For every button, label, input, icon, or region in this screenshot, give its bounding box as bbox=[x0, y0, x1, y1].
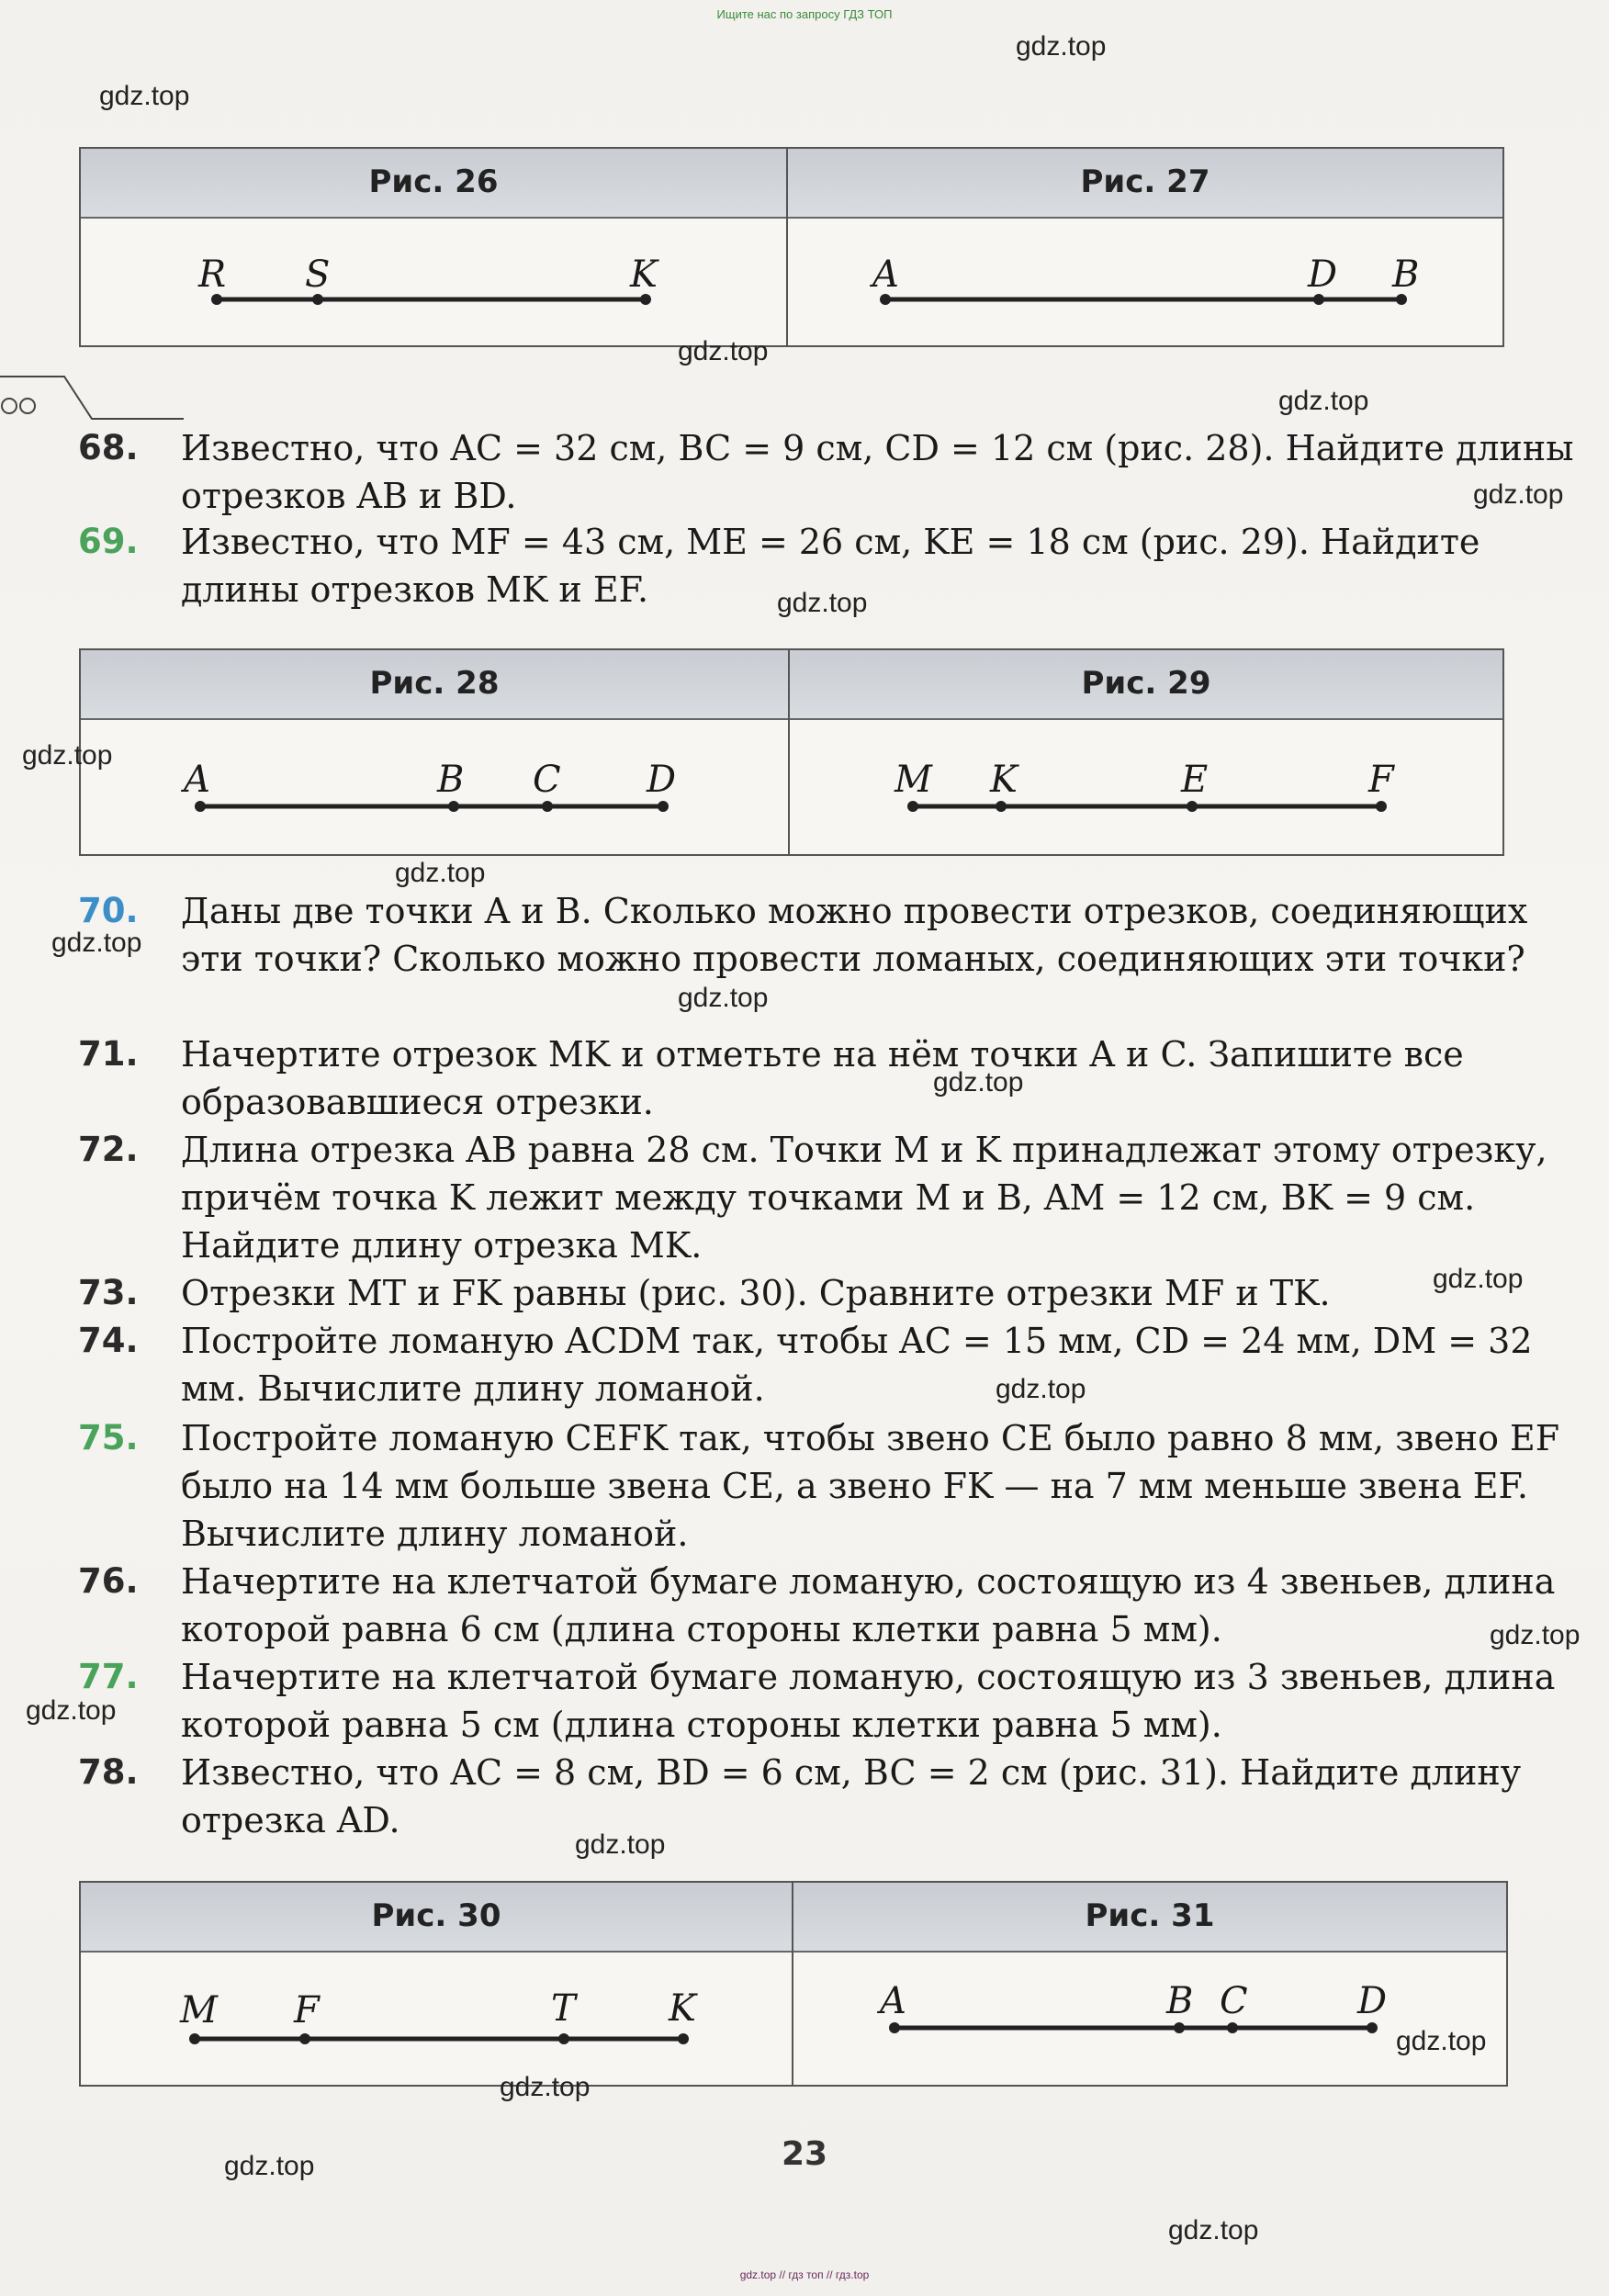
figure-26-27-drawing bbox=[81, 149, 1502, 345]
problem-number: 77. bbox=[78, 1657, 139, 1696]
top-note: Ищите нас по запросу ГДЗ ТОП bbox=[716, 7, 893, 21]
label-E: E bbox=[1181, 759, 1209, 801]
point-F bbox=[1376, 801, 1387, 812]
figure-table-30-31 bbox=[79, 1881, 1508, 2087]
bottom-note: gdz.top // гдз топ // гдз.top bbox=[739, 2268, 870, 2281]
label-K: K bbox=[990, 759, 1018, 801]
label-T: T bbox=[551, 1987, 576, 2030]
point-F bbox=[299, 2033, 310, 2044]
watermark[interactable]: gdz.top bbox=[996, 1374, 1086, 1404]
label-D: D bbox=[1308, 253, 1338, 296]
problem-text: Известно, что MF = 43 см, ME = 26 см, KE = 18 см (рис. 29). Найдите длины отрезков MK и EF. bbox=[181, 522, 1480, 610]
watermark[interactable]: gdz.top bbox=[777, 588, 868, 618]
watermark[interactable]: gdz.top bbox=[1473, 479, 1564, 510]
watermark[interactable]: gdz.top bbox=[678, 336, 769, 366]
figure-table-26-27 bbox=[79, 147, 1504, 347]
watermark[interactable]: gdz.top bbox=[395, 858, 486, 888]
point-M bbox=[189, 2033, 200, 2044]
label-B: B bbox=[1166, 1980, 1194, 2022]
point-C bbox=[1227, 2022, 1238, 2033]
problem-number: 78. bbox=[78, 1752, 139, 1792]
page-number: 23 bbox=[781, 2135, 828, 2173]
problem-text: Постройте ломаную ACDM так, чтобы AC = 15 мм, CD = 24 мм, DM = 32 мм. Вычислите длину ломаной. bbox=[181, 1321, 1533, 1409]
watermark[interactable]: gdz.top bbox=[22, 740, 113, 771]
problem-number: 68. bbox=[78, 428, 139, 467]
problem-number: 69. bbox=[78, 522, 139, 561]
problem-number: 75. bbox=[78, 1418, 139, 1458]
problem-text: Даны две точки A и B. Сколько можно провести отрезков, соединяющих эти точки? Сколько можно провести ломаных, соединяющих эти точки? bbox=[181, 891, 1528, 979]
label-R: R bbox=[198, 253, 227, 296]
problem-text: Длина отрезка AB равна 28 см. Точки M и K принадлежат этому отрезку, причём точка K лежит между точками M и B, AM = 12 см, BK = 9 см. Найдите длину отрезка MK. bbox=[181, 1130, 1547, 1266]
label-D: D bbox=[647, 759, 677, 801]
watermark[interactable]: gdz.top bbox=[500, 2072, 591, 2102]
point-M bbox=[907, 801, 918, 812]
watermark[interactable]: gdz.top bbox=[1016, 31, 1107, 62]
point-E bbox=[1187, 801, 1198, 812]
figure-30-title: Рис. 30 bbox=[371, 1897, 501, 1934]
point-B bbox=[1174, 2022, 1185, 2033]
label-B: B bbox=[1392, 253, 1420, 296]
label-A: A bbox=[184, 759, 210, 801]
watermark[interactable]: gdz.top bbox=[51, 928, 142, 958]
watermark[interactable]: gdz.top bbox=[1396, 2026, 1487, 2056]
figure-28-title: Рис. 28 bbox=[369, 665, 500, 702]
label-F: F bbox=[294, 1989, 320, 2032]
problem-text: Начертите отрезок MK и отметьте на нём точки A и C. Запишите все образовавшиеся отрезки. bbox=[181, 1034, 1464, 1122]
watermark[interactable]: gdz.top bbox=[26, 1695, 117, 1726]
figure-27-title: Рис. 27 bbox=[1080, 163, 1210, 200]
label-A: A bbox=[872, 253, 899, 296]
label-C: C bbox=[533, 759, 561, 801]
figure-28-29-drawing bbox=[81, 650, 1502, 854]
label-A: A bbox=[880, 1980, 906, 2022]
point-C bbox=[542, 801, 553, 812]
point-A bbox=[195, 801, 206, 812]
watermark[interactable]: gdz.top bbox=[1490, 1620, 1581, 1650]
watermark[interactable]: gdz.top bbox=[224, 2151, 315, 2181]
label-F: F bbox=[1368, 759, 1394, 801]
figure-30-31-drawing bbox=[81, 1883, 1506, 2085]
page-tab-decoration bbox=[0, 375, 193, 421]
point-A bbox=[889, 2022, 900, 2033]
label-M: M bbox=[180, 1989, 218, 2032]
label-M: M bbox=[895, 759, 932, 801]
figure-31-title: Рис. 31 bbox=[1085, 1897, 1215, 1934]
problem-number: 71. bbox=[78, 1034, 139, 1074]
point-K bbox=[678, 2033, 689, 2044]
problem-text: Начертите на клетчатой бумаге ломаную, состоящую из 4 звеньев, длина которой равна 6 см (длина стороны клетки равна 5 мм). bbox=[181, 1561, 1556, 1649]
label-B: B bbox=[437, 759, 465, 801]
problem-number: 72. bbox=[78, 1130, 139, 1169]
watermark[interactable]: gdz.top bbox=[1433, 1264, 1524, 1294]
label-D: D bbox=[1357, 1980, 1388, 2022]
figure-29-title: Рис. 29 bbox=[1081, 665, 1211, 702]
problem-text: Отрезки MT и FK равны (рис. 30). Сравните отрезки MF и TK. bbox=[181, 1273, 1331, 1313]
label-K: K bbox=[630, 253, 658, 296]
problem-number: 70. bbox=[78, 891, 139, 930]
problem-text: Постройте ломаную CEFK так, чтобы звено CE было равно 8 мм, звено EF было на 14 мм больше звена CE, а звено FK — на 7 мм меньше звена EF. Вычислите длину ломаной. bbox=[181, 1418, 1560, 1554]
watermark[interactable]: gdz.top bbox=[575, 1829, 666, 1860]
watermark[interactable]: gdz.top bbox=[1168, 2215, 1259, 2245]
figure-26-title: Рис. 26 bbox=[368, 163, 499, 200]
problem-number: 76. bbox=[78, 1561, 139, 1601]
problem-text: Известно, что AC = 32 см, BC = 9 см, CD = 12 см (рис. 28). Найдите длины отрезков AB и BD. bbox=[181, 428, 1574, 516]
point-T bbox=[558, 2033, 569, 2044]
watermark[interactable]: gdz.top bbox=[678, 983, 769, 1013]
watermark[interactable]: gdz.top bbox=[99, 81, 190, 111]
problem-number: 74. bbox=[78, 1321, 139, 1360]
problem-text: Начертите на клетчатой бумаге ломаную, состоящую из 3 звеньев, длина которой равна 5 см (длина стороны клетки равна 5 мм). bbox=[181, 1657, 1556, 1745]
point-D bbox=[658, 801, 669, 812]
problem-text: Известно, что AC = 8 см, BD = 6 см, BC = 2 см (рис. 31). Найдите длину отрезка AD. bbox=[181, 1752, 1522, 1840]
watermark[interactable]: gdz.top bbox=[1278, 386, 1369, 416]
label-S: S bbox=[305, 253, 331, 296]
watermark[interactable]: gdz.top bbox=[933, 1067, 1024, 1097]
point-D bbox=[1367, 2022, 1378, 2033]
problem-number: 73. bbox=[78, 1273, 139, 1312]
point-B bbox=[448, 801, 459, 812]
label-K: K bbox=[669, 1987, 696, 2030]
point-K bbox=[996, 801, 1007, 812]
label-C: C bbox=[1220, 1980, 1248, 2022]
figure-table-28-29 bbox=[79, 648, 1504, 856]
